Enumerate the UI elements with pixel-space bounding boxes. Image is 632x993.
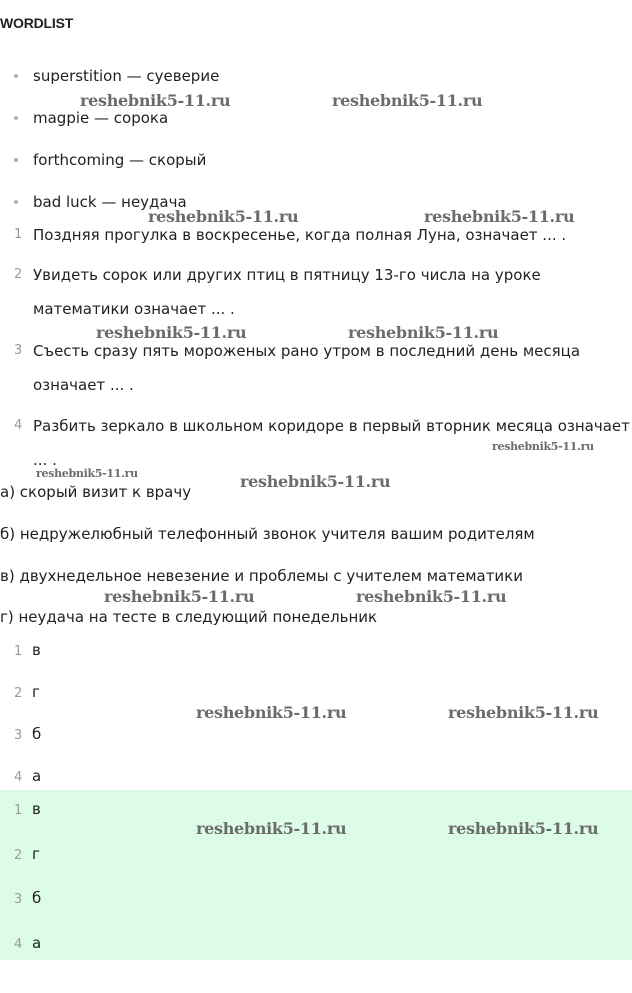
answer-letter: г: [32, 845, 40, 863]
watermark: reshebnik5-11.ru: [424, 207, 575, 226]
answer-letter: а: [32, 767, 42, 785]
answer-letter: в: [32, 800, 41, 818]
wordlist-item-text: superstition — суеверие: [33, 67, 220, 85]
highlighted-answer-row: [14, 845, 40, 865]
question-text: Разбить зеркало в школьном коридоре в первый вторник месяца означает ... .: [33, 417, 630, 469]
question-number: 2: [14, 267, 23, 282]
answer-letter: а: [32, 934, 42, 952]
answer-number: 1: [14, 803, 23, 818]
highlighted-answer-row: [14, 889, 41, 909]
bullet-icon: [14, 158, 18, 162]
watermark: reshebnik5-11.ru: [148, 207, 299, 226]
answer-number: 2: [14, 686, 23, 701]
watermark: reshebnik5-11.ru: [104, 587, 255, 606]
watermark: reshebnik5-11.ru: [332, 91, 483, 110]
watermark: reshebnik5-11.ru: [80, 91, 231, 110]
watermark: reshebnik5-11.ru: [448, 703, 599, 722]
watermark: reshebnik5-11.ru: [240, 472, 391, 491]
bullet-icon: [14, 116, 18, 120]
bullet-icon: [14, 200, 18, 204]
answer-option: а) скорый визит к врачу: [0, 483, 192, 501]
question-text: Увидеть сорок или других птиц в пятницу 13-го числа на уроке математики означает ... .: [33, 266, 541, 318]
answer-row: [14, 767, 41, 787]
answer-number: 3: [14, 728, 23, 743]
bullet-icon: [14, 74, 18, 78]
answer-number: 4: [14, 937, 23, 952]
question-number: 1: [14, 227, 23, 242]
answer-row: [14, 683, 40, 703]
answer-row: [14, 725, 41, 745]
question-number: 4: [14, 418, 23, 433]
watermark: reshebnik5-11.ru: [196, 819, 347, 838]
question-text: Поздняя прогулка в воскресенье, когда полная Луна, означает ... .: [33, 226, 567, 244]
question-number: 3: [14, 343, 23, 358]
highlighted-answer-row: [14, 934, 41, 954]
answer-letter: б: [32, 889, 42, 907]
answer-option: г) неудача на тесте в следующий понедельник: [0, 608, 378, 626]
wordlist-heading: WORDLIST: [0, 15, 74, 31]
watermark: reshebnik5-11.ru: [448, 819, 599, 838]
watermark: reshebnik5-11.ru: [356, 587, 507, 606]
answer-number: 1: [14, 644, 23, 659]
watermark: reshebnik5-11.ru: [492, 440, 594, 453]
answer-option: в) двухнедельное невезение и проблемы с учителем математики: [0, 567, 523, 585]
answer-row: [14, 641, 41, 661]
answer-option: б) недружелюбный телефонный звонок учителя вашим родителям: [0, 525, 535, 543]
answer-letter: г: [32, 683, 40, 701]
watermark: reshebnik5-11.ru: [36, 467, 138, 480]
answer-letter: в: [32, 641, 41, 659]
wordlist-item-text: forthcoming — скорый: [33, 151, 207, 169]
watermark: reshebnik5-11.ru: [348, 323, 499, 342]
wordlist-item-text: bad luck — неудача: [33, 193, 187, 211]
wordlist-item-text: magpie — сорока: [33, 109, 169, 127]
answer-number: 4: [14, 770, 23, 785]
highlighted-answer-row: [14, 800, 41, 820]
watermark: reshebnik5-11.ru: [96, 323, 247, 342]
question-text: Съесть сразу пять мороженых рано утром в последний день месяца означает ... .: [33, 342, 581, 394]
watermark: reshebnik5-11.ru: [196, 703, 347, 722]
answer-letter: б: [32, 725, 42, 743]
answer-number: 3: [14, 892, 23, 907]
answer-highlight-box: [0, 790, 632, 960]
answer-number: 2: [14, 848, 23, 863]
